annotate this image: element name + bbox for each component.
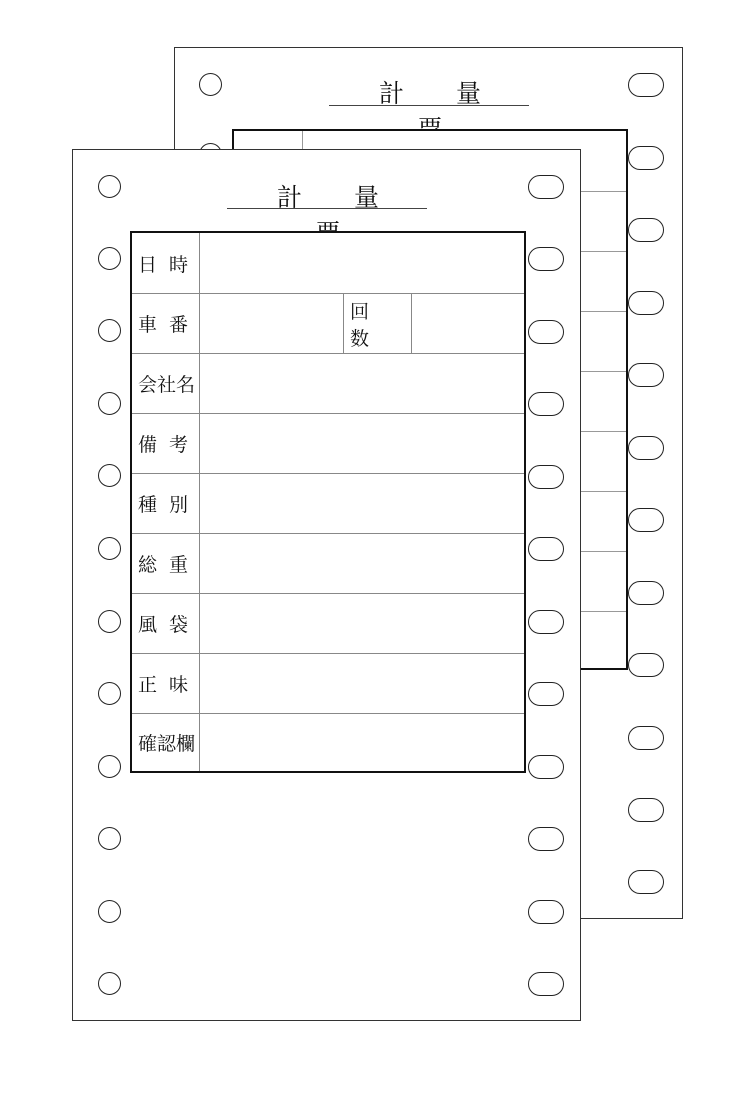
punch-hole-icon [528, 175, 564, 199]
punch-hole-icon [628, 726, 664, 750]
front-sheet-title: 計 量 [277, 183, 401, 212]
form-row-tare [132, 593, 524, 653]
form-row-company-name [132, 353, 524, 413]
punch-hole-icon [528, 320, 564, 344]
form-row-datetime [132, 233, 524, 293]
front-sheet [72, 149, 581, 1021]
punch-hole-icon [98, 610, 121, 633]
punch-hole-icon [628, 291, 664, 315]
punch-hole-icon [528, 827, 564, 851]
punch-hole-icon [628, 508, 664, 532]
label-datetime: 日時 [132, 233, 200, 293]
punch-hole-icon [98, 464, 121, 487]
punch-hole-icon [528, 247, 564, 271]
label-gross-weight: 総重 [132, 534, 200, 593]
punch-hole-icon [628, 363, 664, 387]
punch-hole-icon [528, 755, 564, 779]
label-company-name: 会社名 [132, 354, 200, 413]
punch-hole-icon [98, 755, 121, 778]
back-sheet-title: 計 量 [379, 79, 503, 108]
punch-hole-icon [528, 682, 564, 706]
punch-hole-icon [628, 218, 664, 242]
form-row-gross-weight [132, 533, 524, 593]
form-row-confirmation [132, 713, 524, 771]
front-title-underline [227, 208, 427, 209]
label-net-weight: 正味 [132, 654, 200, 713]
label-remarks: 備考 [132, 414, 200, 473]
punch-hole-icon [98, 827, 121, 850]
punch-hole-icon [98, 175, 121, 198]
punch-hole-icon [628, 146, 664, 170]
label-type: 種別 [132, 474, 200, 533]
punch-hole-icon [628, 870, 664, 894]
back-title-underline [329, 105, 529, 106]
label-tare: 風袋 [132, 594, 200, 653]
punch-hole-icon [98, 972, 121, 995]
punch-hole-icon [528, 537, 564, 561]
punch-hole-icon [98, 319, 121, 342]
form-row-type [132, 473, 524, 533]
label-confirmation: 確認欄 [132, 714, 200, 771]
punch-hole-icon [628, 798, 664, 822]
punch-hole-icon [98, 537, 121, 560]
label-count: 回数 [343, 294, 412, 353]
form-row-net-weight [132, 653, 524, 713]
form-row-vehicle-number [132, 293, 524, 353]
punch-hole-icon [98, 247, 121, 270]
weigh-ticket-form [130, 231, 526, 773]
punch-hole-icon [98, 392, 121, 415]
punch-hole-icon [628, 653, 664, 677]
punch-hole-icon [528, 610, 564, 634]
punch-hole-icon [98, 682, 121, 705]
punch-hole-icon [528, 972, 564, 996]
punch-hole-icon [528, 392, 564, 416]
label-vehicle-number: 車番 [132, 294, 200, 353]
punch-hole-icon [628, 436, 664, 460]
punch-hole-icon [528, 465, 564, 489]
punch-hole-icon [528, 900, 564, 924]
form-row-remarks [132, 413, 524, 473]
punch-hole-icon [199, 73, 222, 96]
punch-hole-icon [628, 73, 664, 97]
punch-hole-icon [98, 900, 121, 923]
punch-hole-icon [628, 581, 664, 605]
